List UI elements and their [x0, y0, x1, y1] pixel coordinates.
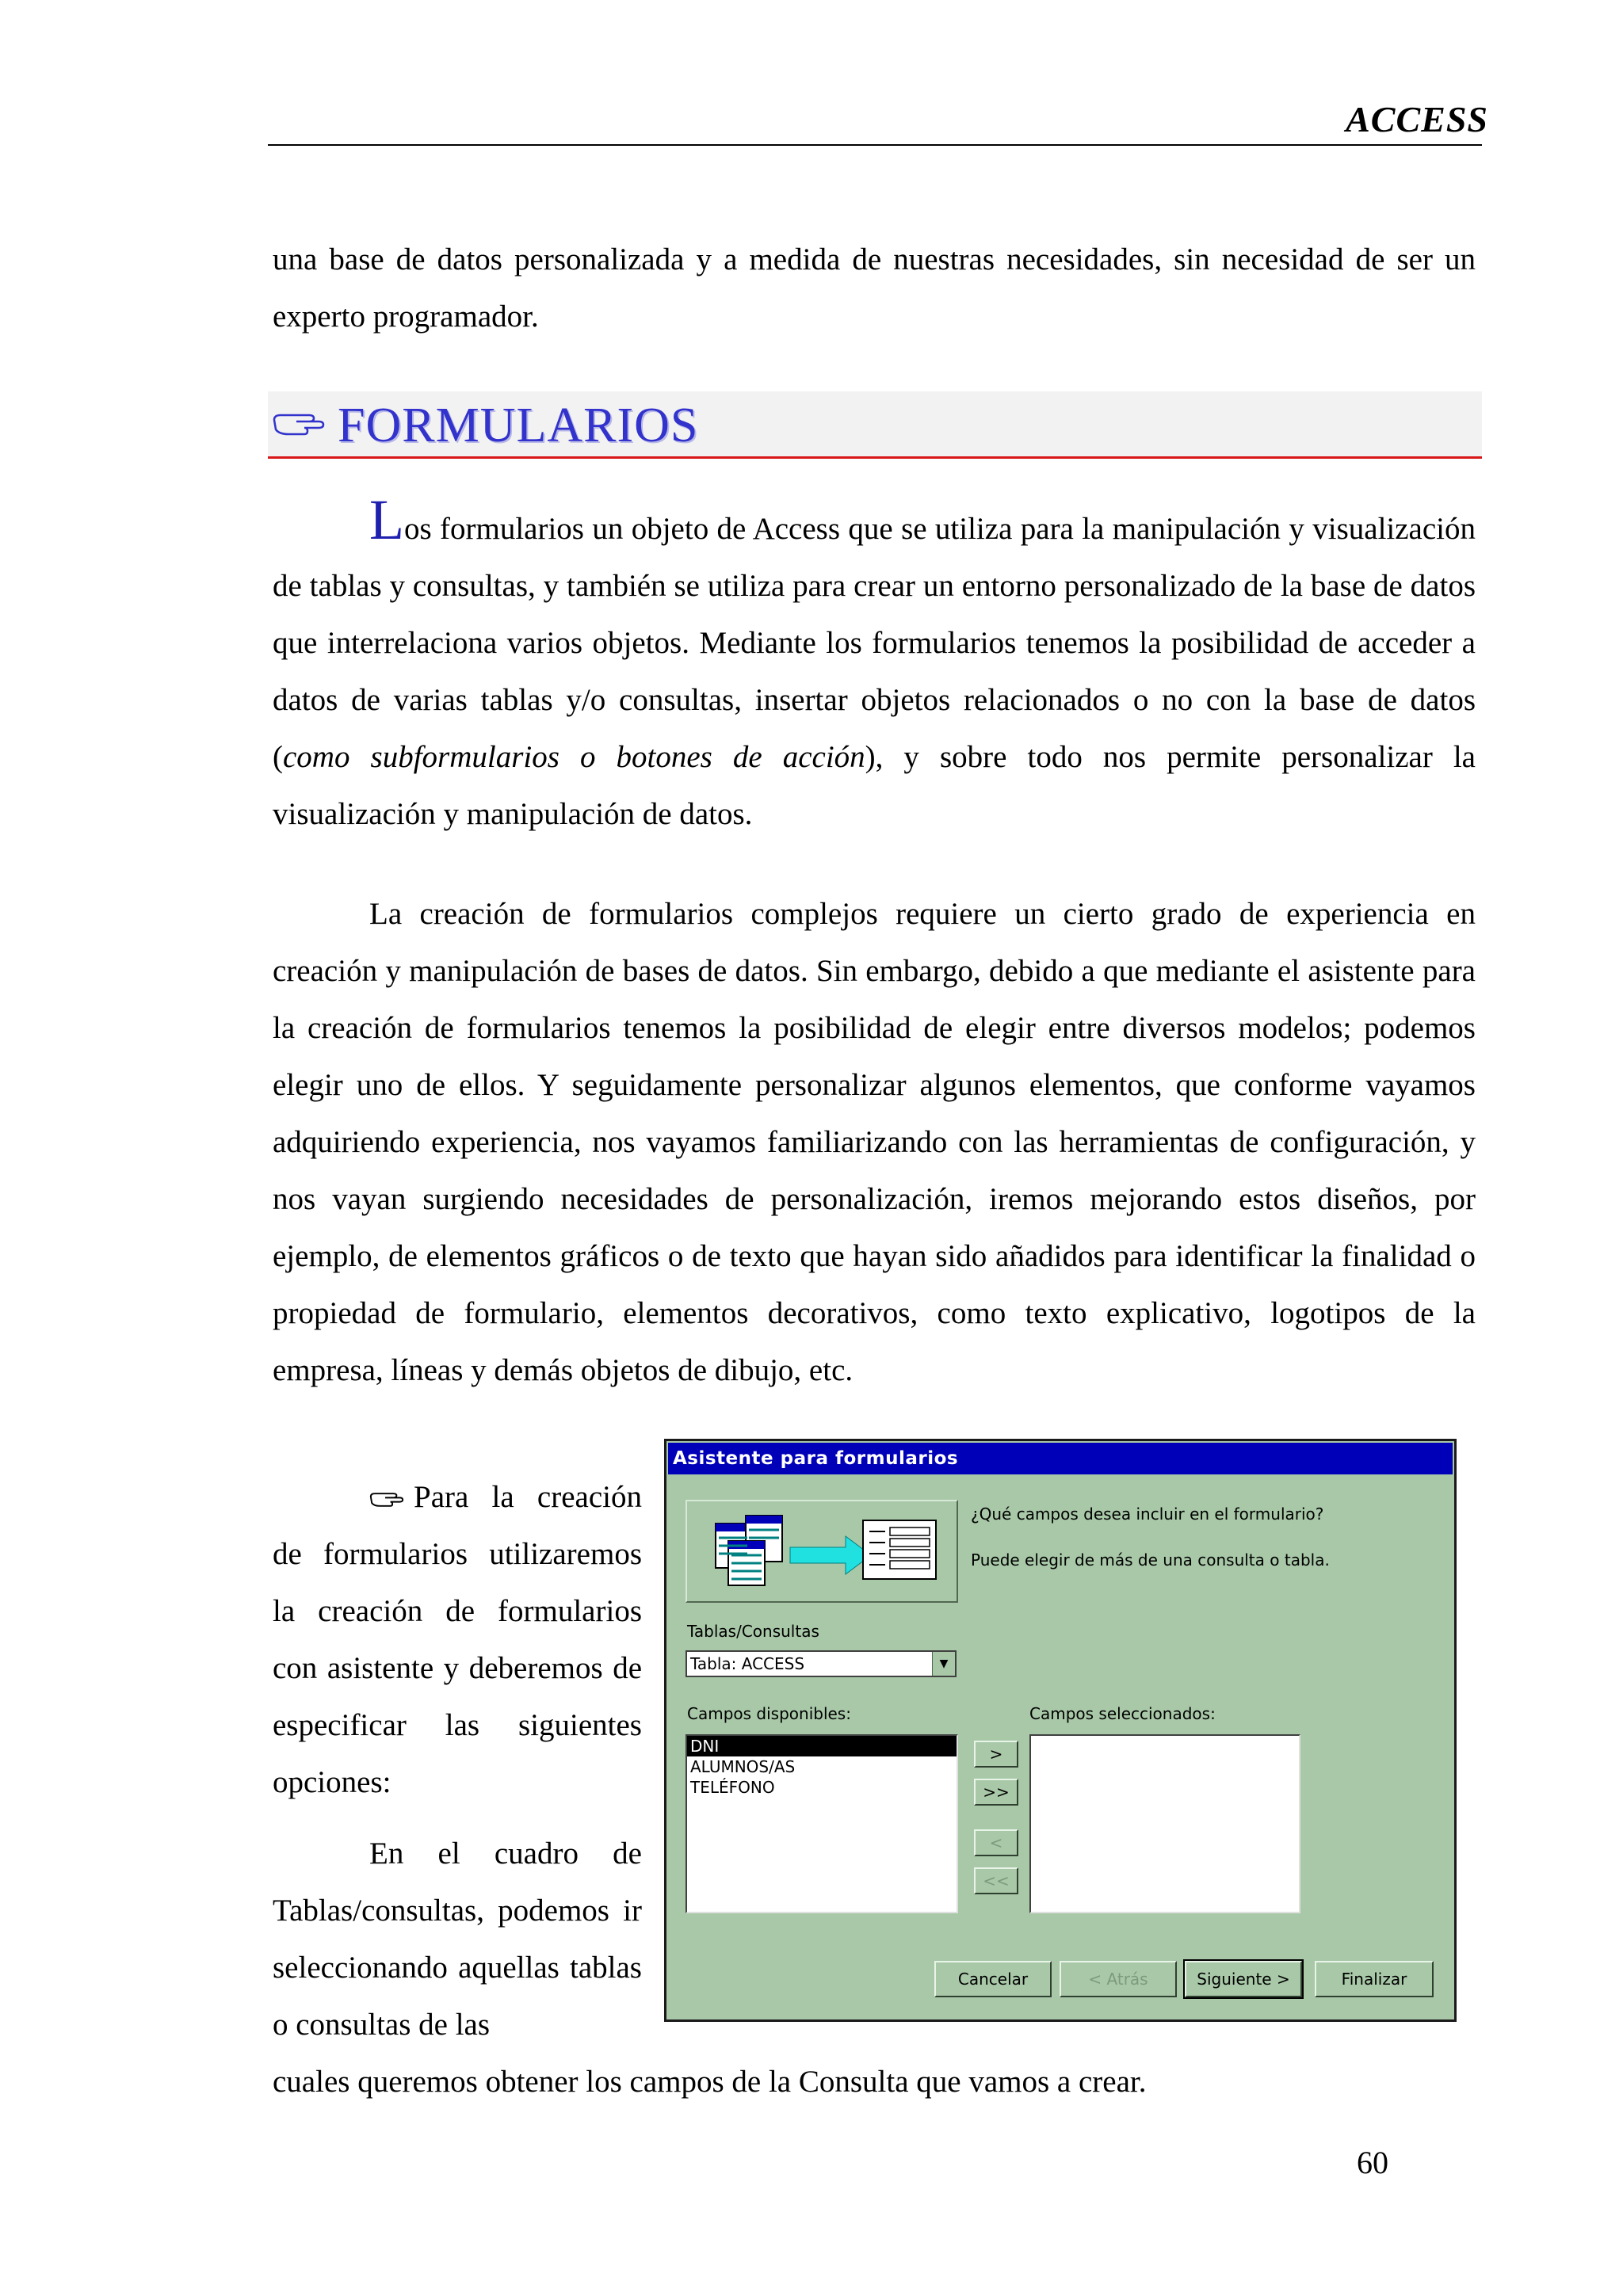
header-rule [268, 144, 1482, 146]
side-paragraph-1-text: Para la creación de formularios utilizaremos la creación de formularios con asistente y deberemos de especificar las siguientes opciones: [273, 1480, 642, 1799]
prompt-tables: Puede elegir de más de una consulta o tabla. [971, 1550, 1330, 1569]
tables-to-form-icon [687, 1501, 953, 1598]
remove-field-button[interactable]: < [974, 1829, 1018, 1856]
wizard-illustration [685, 1500, 958, 1603]
tables-select[interactable] [685, 1650, 957, 1677]
paragraph-text-a: os formularios un objeto de Access que se utiliza para la manipulación y visualización de tablas y consultas, y también se utiliza para crear un entorno personalizado de la base de datos que interrelaciona varios objetos. Mediante los formularios tenemos la posibilidad de acceder a datos de varias tablas y/o consultas, insertar objetos relacionados o no con la base de datos ( [273, 512, 1476, 774]
tail-paragraph: cuales queremos obtener los campos de la Consulta que vamos a crear. [273, 2065, 1147, 2099]
prompt-fields: ¿Qué campos desea incluir en el formulario? [971, 1505, 1324, 1524]
finish-button[interactable]: Finalizar [1315, 1961, 1434, 1997]
cancel-button[interactable]: Cancelar [934, 1961, 1052, 1997]
back-button[interactable]: < Atrás [1060, 1961, 1177, 1997]
list-item[interactable]: DNI [687, 1736, 957, 1756]
side-paragraph-2: En el cuadro de Tablas/consultas, podemos ir seleccionando aquellas tablas o consultas de las [273, 1836, 642, 2042]
remove-all-fields-button[interactable]: << [974, 1867, 1018, 1894]
page-number: 60 [1357, 2145, 1388, 2180]
side-paragraph-1 [273, 1469, 642, 1811]
paragraph-formularios [273, 488, 1476, 843]
page-header-title: ACCESS [1346, 99, 1488, 139]
next-button[interactable]: Siguiente > [1185, 1961, 1302, 1997]
tables-label: Tablas/Consultas [687, 1622, 819, 1641]
available-fields-list[interactable] [685, 1734, 958, 1913]
list-item[interactable]: ALUMNOS/AS [690, 1757, 796, 1776]
add-all-fields-button[interactable]: >> [974, 1779, 1018, 1806]
available-fields-label: Campos disponibles: [687, 1704, 851, 1723]
section-title: FORMULARIOS [338, 399, 699, 452]
paragraph-text-b: ), y sobre todo nos permite personalizar la visualización y manipulación de datos. [273, 740, 1476, 831]
form-wizard-dialog [664, 1439, 1457, 2022]
section-heading [268, 391, 1482, 459]
intro-paragraph: una base de datos personalizada y a medida de nuestras necesidades, sin necesidad de ser un experto programador. [273, 242, 1476, 334]
selected-fields-label: Campos seleccionados: [1029, 1704, 1216, 1723]
chevron-down-icon[interactable]: ▼ [932, 1652, 955, 1676]
dialog-titlebar[interactable]: Asistente para formularios [668, 1443, 1453, 1474]
list-item[interactable]: TELÉFONO [690, 1778, 775, 1797]
paragraph-creacion: La creación de formularios complejos requiere un cierto grado de experiencia en creación y manipulación de bases de datos. Sin embargo, debido a que mediante el asistente para la creación de formularios tenemos la posibilidad de elegir entre diversos modelos; podemos elegir uno de ellos. Y seguidamente personalizar algunos elementos, que conforme vayamos adquiriendo experiencia, nos vayamos familiarizando con las herramientas de configuración, y nos vayan surgiendo necesidades de personalización, iremos mejorando estos diseños, por ejemplo, de elementos gráficos o de texto que hayan sido añadidos para identificar la finalidad o propiedad de formulario, elementos decorativos, como texto explicativo, logotipos de la empresa, líneas y demás objetos de dibujo, etc. [273, 897, 1476, 1387]
paragraph-italic: como subformularios o botones de acción [283, 740, 865, 774]
tables-select-value: Tabla: ACCESS [690, 1654, 805, 1673]
add-field-button[interactable]: > [974, 1741, 1018, 1768]
pointing-hand-icon [273, 409, 325, 441]
drop-cap: L [369, 488, 404, 551]
selected-fields-list[interactable] [1029, 1734, 1300, 1913]
pointing-hand-icon [369, 1489, 404, 1510]
